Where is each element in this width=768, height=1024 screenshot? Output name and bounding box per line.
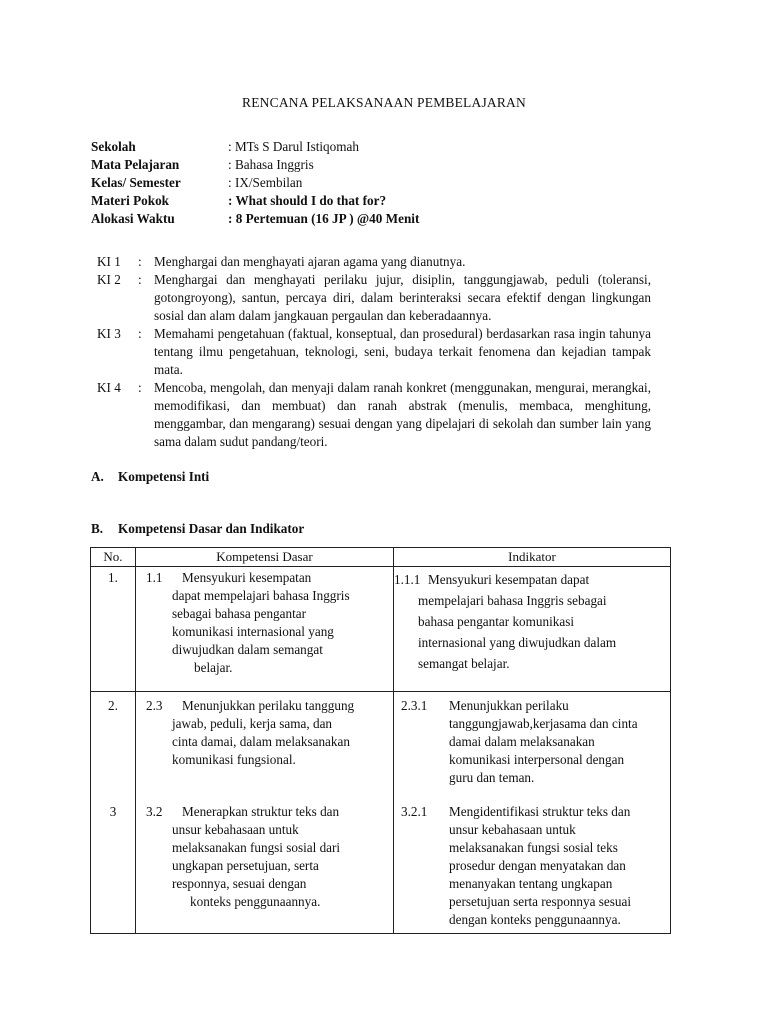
indikator-line: persetujuan serta responnya sesuai bbox=[449, 894, 631, 909]
ki-code: KI 2 bbox=[97, 272, 121, 287]
ki-separator: : bbox=[138, 326, 142, 341]
kd-line: melaksanakan fungsi sosial dari bbox=[172, 840, 341, 855]
kd-line: responnya, sesuai dengan bbox=[172, 876, 307, 891]
document-title: RENCANA PELAKSANAAN PEMBELAJARAN bbox=[242, 95, 526, 110]
header-indikator: Indikator bbox=[394, 548, 671, 567]
kd-first-line bbox=[146, 697, 393, 715]
row-number: 3 bbox=[91, 800, 136, 934]
ki-item bbox=[97, 379, 651, 451]
section-title: Kompetensi Inti bbox=[118, 469, 210, 484]
indikator-text: Menunjukkan perilaku bbox=[449, 698, 569, 713]
row-number: 1. bbox=[91, 567, 136, 692]
row-number: 2. bbox=[91, 692, 136, 801]
ki-separator: : bbox=[138, 254, 142, 269]
info-label: Mata Pelajaran bbox=[91, 157, 180, 172]
ki-item bbox=[97, 271, 651, 325]
indikator-line: semangat belajar. bbox=[418, 656, 510, 671]
indikator-line: bahasa pengantar komunikasi bbox=[418, 614, 575, 629]
info-label: Kelas/ Semester bbox=[91, 175, 181, 190]
kd-number: 2.3 bbox=[146, 698, 163, 713]
info-row-mata-pelajaran bbox=[91, 156, 419, 174]
info-value: : MTs S Darul Istiqomah bbox=[228, 139, 359, 154]
kd-cell bbox=[136, 800, 394, 934]
ki-separator: : bbox=[138, 272, 142, 287]
indikator-text: Mensyukuri kesempatan dapat bbox=[428, 572, 590, 587]
indikator-line: dengan konteks penggunaannya. bbox=[449, 912, 621, 927]
ki-code: KI 4 bbox=[97, 380, 121, 395]
ki-text: Memahami pengetahuan (faktual, konseptual, dan prosedural) berdasarkan rasa ingin tahunya tentang ilmu pengetahuan, teknologi, seni, budaya terkait fenomena dan kejadian tampak mata. bbox=[154, 326, 651, 377]
info-row-kelas-semester bbox=[91, 174, 419, 192]
indikator-line: melaksanakan fungsi sosial teks bbox=[449, 840, 618, 855]
kd-text: Mensyukuri kesempatan bbox=[182, 570, 312, 585]
indikator-number: 3.2.1 bbox=[401, 804, 428, 819]
kd-text: Menerapkan struktur teks dan bbox=[182, 804, 340, 819]
section-b-heading bbox=[91, 520, 304, 538]
indikator-line: internasional yang diwujudkan dalam bbox=[418, 635, 617, 650]
kd-line: ungkapan persetujuan, serta bbox=[172, 858, 319, 873]
indikator-first-line bbox=[401, 697, 670, 715]
kd-line: jawab, peduli, kerja sama, dan bbox=[172, 716, 333, 731]
ki-code: KI 3 bbox=[97, 326, 121, 341]
kd-line: konteks penggunaannya. bbox=[190, 894, 321, 909]
ki-text: Mencoba, mengolah, dan menyaji dalam ranah konkret (menggunakan, mengurai, merangkai, memodifikasi, dan membuat) dan ranah abstrak (menulis, membaca, menghitung, menggambar, dan mengarang) sesuai dengan yang dipelajari di sekolah dan sumber lain yang sama dalam sudut pandang/teori. bbox=[154, 380, 651, 449]
kd-line: komunikasi fungsional. bbox=[172, 752, 296, 767]
info-value: : What should I do that for? bbox=[228, 193, 387, 208]
info-value: : IX/Sembilan bbox=[228, 175, 303, 190]
indikator-line: prosedur dengan menyatakan dan bbox=[449, 858, 626, 873]
indikator-line: unsur kebahasaan untuk bbox=[449, 822, 576, 837]
info-label: Materi Pokok bbox=[91, 193, 170, 208]
kd-first-line bbox=[146, 803, 393, 821]
indikator-text: Mengidentifikasi struktur teks dan bbox=[449, 804, 631, 819]
section-letter: A. bbox=[91, 469, 104, 484]
kd-line: diwujudkan dalam semangat bbox=[172, 642, 323, 657]
section-a-heading bbox=[91, 468, 209, 486]
indikator-line: damai dalam melaksanakan bbox=[449, 734, 595, 749]
indikator-cell bbox=[394, 567, 671, 692]
kd-line: cinta damai, dalam melaksanakan bbox=[172, 734, 350, 749]
indikator-first-line bbox=[401, 803, 670, 821]
ki-separator: : bbox=[138, 380, 142, 395]
info-label: Sekolah bbox=[91, 139, 136, 154]
indikator-line: menanyakan tentang ungkapan bbox=[449, 876, 613, 891]
section-letter: B. bbox=[91, 521, 104, 536]
info-value: : 8 Pertemuan (16 JP ) @40 Menit bbox=[228, 211, 420, 226]
header-kompetensi-dasar: Kompetensi Dasar bbox=[136, 548, 394, 567]
indikator-line: mempelajari bahasa Inggris sebagai bbox=[418, 593, 607, 608]
kd-number: 1.1 bbox=[146, 570, 163, 585]
indikator-line: tanggungjawab,kerjasama dan cinta bbox=[449, 716, 638, 731]
indikator-line: guru dan teman. bbox=[449, 770, 535, 785]
ki-item bbox=[97, 325, 651, 379]
table-header-row bbox=[91, 548, 671, 567]
kd-first-line bbox=[146, 569, 393, 587]
info-row-materi-pokok bbox=[91, 192, 419, 210]
kd-line: dapat mempelajari bahasa Inggris bbox=[172, 588, 350, 603]
kd-number: 3.2 bbox=[146, 804, 163, 819]
kd-cell bbox=[136, 567, 394, 692]
kd-cell bbox=[136, 692, 394, 801]
info-row-alokasi-waktu bbox=[91, 210, 419, 228]
info-label: Alokasi Waktu bbox=[91, 211, 175, 226]
table-row bbox=[91, 567, 671, 692]
kd-line: unsur kebahasaan untuk bbox=[172, 822, 299, 837]
header-no: No. bbox=[91, 548, 136, 567]
indikator-number: 1.1.1 bbox=[394, 572, 421, 587]
info-value: : Bahasa Inggris bbox=[228, 157, 314, 172]
kompetensi-inti-list bbox=[97, 253, 651, 451]
table-row bbox=[91, 692, 671, 801]
ki-code: KI 1 bbox=[97, 254, 121, 269]
ki-item bbox=[97, 253, 651, 271]
section-title: Kompetensi Dasar dan Indikator bbox=[118, 521, 305, 536]
info-row-sekolah bbox=[91, 138, 419, 156]
indikator-cell bbox=[394, 800, 671, 934]
kd-text: Menunjukkan perilaku tanggung bbox=[182, 698, 355, 713]
ki-text: Menghargai dan menghayati ajaran agama yang dianutnya. bbox=[154, 254, 466, 269]
kd-indikator-table bbox=[90, 547, 671, 934]
indikator-number: 2.3.1 bbox=[401, 698, 428, 713]
indikator-first-line bbox=[394, 569, 670, 590]
kd-line: komunikasi internasional yang bbox=[172, 624, 334, 639]
kd-line: belajar. bbox=[194, 660, 233, 675]
identity-block bbox=[91, 138, 419, 228]
kd-line: sebagai bahasa pengantar bbox=[172, 606, 307, 621]
ki-text: Menghargai dan menghayati perilaku jujur, disiplin, tanggungjawab, peduli (toleransi, gotongroyong), santun, percaya diri, dalam berinteraksi secara efektif dengan lingkungan sosial dan alam dalam jangkauan pergaulan dan keberadaannya. bbox=[154, 272, 651, 323]
table-row bbox=[91, 800, 671, 934]
indikator-cell bbox=[394, 692, 671, 801]
indikator-line: komunikasi interpersonal dengan bbox=[449, 752, 625, 767]
